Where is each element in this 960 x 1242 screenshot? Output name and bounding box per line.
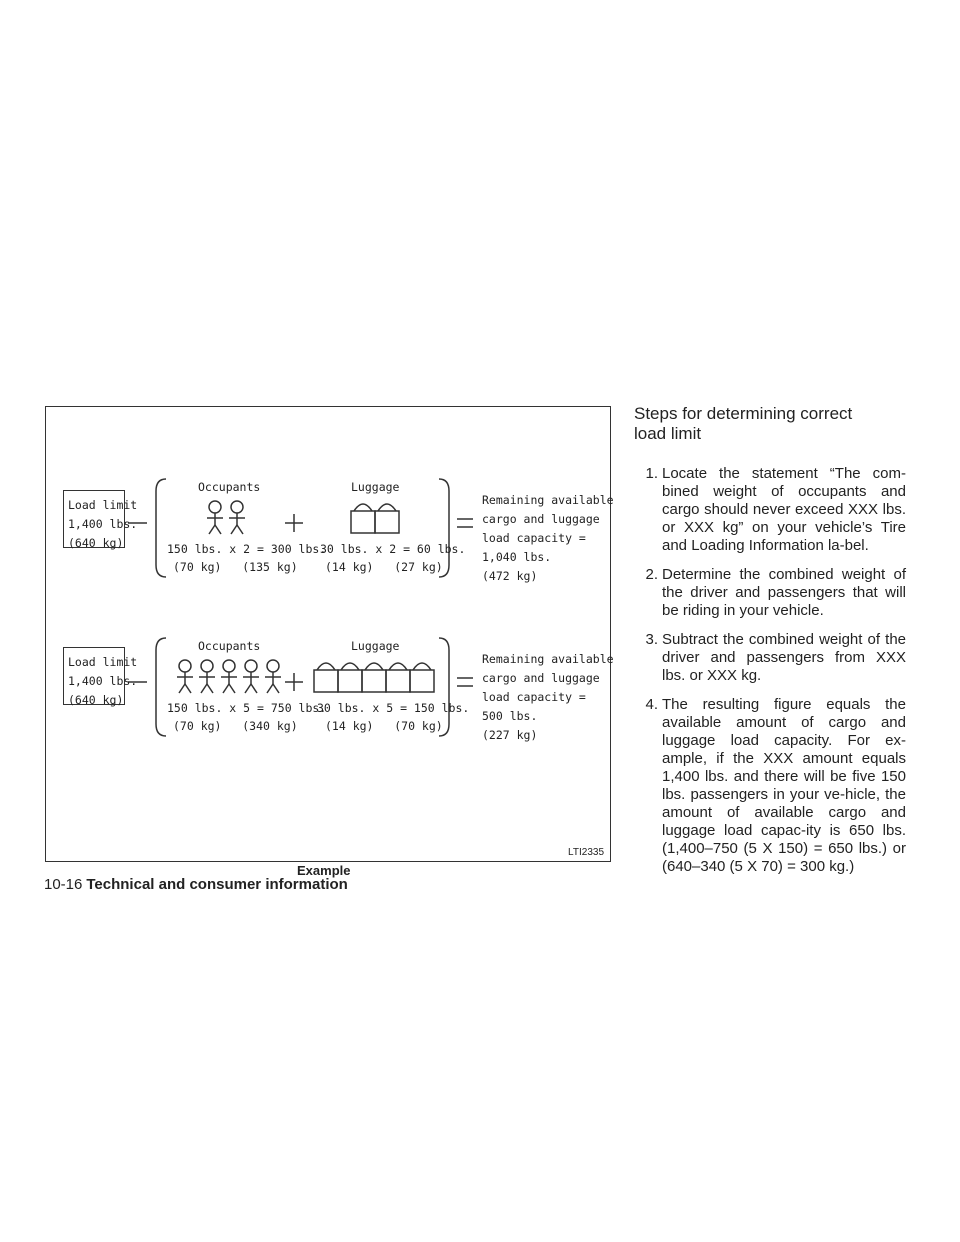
remaining-line: load capacity = (482, 531, 586, 545)
luggage-handle (365, 663, 383, 670)
person-leg (215, 525, 221, 534)
occupants-metric: (70 kg) (135 kg) (173, 560, 298, 574)
step-text: The resulting figure equals the available amount of cargo and luggage load capacity. For ex-ample, if the XXX amount equals 1,400 lbs. and there will be five 150 lbs. passengers in your ve-hicle, the amount of available cargo and luggage load capac-ity is 650 lbs. (1,400–750 (5 X 150) = 650 lbs.) or (640–340 (5 X 70) = 300 kg.) (662, 696, 906, 875)
person-leg (251, 684, 257, 693)
step-text: Subtract the combined weight of the driver and passengers from XXX lbs. or XXX kg. (662, 631, 906, 684)
luggage-icon (314, 663, 338, 692)
person-icon (221, 660, 237, 693)
remaining-capacity (482, 650, 614, 745)
person-head (201, 660, 213, 672)
person-head (245, 660, 257, 672)
luggage-title: Luggage (351, 480, 400, 494)
figure-code: LTI2335 (568, 847, 604, 858)
load-limit-lbs: 1,400 lbs. (68, 517, 138, 531)
luggage-title: Luggage (351, 639, 400, 653)
remaining-line: 1,040 lbs. (482, 550, 552, 564)
person-leg (209, 525, 215, 534)
person-leg (207, 684, 213, 693)
remaining-capacity (482, 491, 614, 586)
load-limit-lbs: 1,400 lbs. (68, 674, 138, 688)
person-head (267, 660, 279, 672)
luggage-body (410, 670, 434, 692)
heading-line: Steps for determining correct (634, 404, 853, 423)
figure-caption: Example (297, 863, 351, 878)
luggage-icon (410, 663, 434, 692)
occupants-title: Occupants (198, 480, 261, 494)
occupants-calc: 150 lbs. x 5 = 750 lbs. (167, 701, 327, 715)
step-item (634, 566, 906, 620)
step-item (634, 696, 906, 876)
luggage-handle (389, 663, 407, 670)
occupants-calc: 150 lbs. x 2 = 300 lbs. (167, 542, 327, 556)
luggage-body (375, 511, 399, 533)
person-leg (273, 684, 279, 693)
luggage-calc: 30 lbs. x 5 = 150 lbs. (317, 701, 470, 715)
step-number: 2. (645, 566, 658, 583)
left-bracket (156, 638, 166, 736)
person-head (179, 660, 191, 672)
load-limit-figure (45, 406, 614, 862)
remaining-line: cargo and luggage (482, 512, 600, 526)
person-icon (177, 660, 193, 693)
luggage-handle (341, 663, 359, 670)
person-leg (267, 684, 273, 693)
remaining-line: 500 lbs. (482, 709, 538, 723)
luggage-metric: (14 kg) (27 kg) (325, 560, 443, 574)
luggage-handle (378, 504, 396, 511)
luggage-icon (351, 504, 375, 533)
luggage-icon (362, 663, 386, 692)
step-text: Determine the combined weight of the driver and passengers that will be riding in your vehicle. (662, 566, 906, 619)
remaining-line: Remaining available (482, 652, 614, 666)
luggage-body (362, 670, 386, 692)
luggage-calc: 30 lbs. x 2 = 60 lbs. (320, 542, 466, 556)
luggage-icon (375, 504, 399, 533)
luggage-handle (317, 663, 335, 670)
luggage-metric: (14 kg) (70 kg) (325, 719, 443, 733)
luggage-body (351, 511, 375, 533)
remaining-line: (472 kg) (482, 569, 538, 583)
occupants-title: Occupants (198, 639, 261, 653)
heading-line: load limit (634, 424, 702, 443)
person-leg (229, 684, 235, 693)
luggage-body (314, 670, 338, 692)
load-limit-box (63, 647, 138, 707)
luggage-handle (413, 663, 431, 670)
section-title: Technical and consumer information (86, 876, 348, 893)
remaining-line: (227 kg) (482, 728, 538, 742)
step-text: Locate the statement “The com-bined weight of occupants and cargo should never exceed XXX lbs. or XXX kg” on your vehicle’s Tire and Loading Information la-bel. (662, 465, 906, 554)
page-footer (44, 876, 348, 893)
step-item (634, 631, 906, 685)
person-icon (207, 501, 223, 534)
step-number: 1. (645, 465, 658, 482)
person-icon (199, 660, 215, 693)
person-leg (237, 525, 243, 534)
step-number: 4. (645, 696, 658, 713)
step-item (634, 465, 906, 555)
load-limit-box (63, 490, 138, 550)
luggage-icon (338, 663, 362, 692)
luggage-body (338, 670, 362, 692)
luggage-handle (354, 504, 372, 511)
luggage-icon (386, 663, 410, 692)
step-number: 3. (645, 631, 658, 648)
person-leg (245, 684, 251, 693)
remaining-line: load capacity = (482, 690, 586, 704)
person-leg (201, 684, 207, 693)
steps-list (634, 465, 906, 887)
person-leg (179, 684, 185, 693)
person-head (231, 501, 243, 513)
person-leg (185, 684, 191, 693)
load-limit-kg: (640 kg) (68, 536, 124, 550)
person-head (209, 501, 221, 513)
person-head (223, 660, 235, 672)
person-icon (243, 660, 259, 693)
page-number: 10-16 (44, 876, 83, 893)
remaining-line: cargo and luggage (482, 671, 600, 685)
section-heading (634, 404, 934, 444)
person-leg (231, 525, 237, 534)
load-limit-label: Load limit (68, 655, 138, 669)
left-bracket (156, 479, 166, 577)
load-limit-label: Load limit (68, 498, 138, 512)
person-leg (223, 684, 229, 693)
person-icon (265, 660, 281, 693)
remaining-line: Remaining available (482, 493, 614, 507)
load-limit-kg: (640 kg) (68, 693, 124, 707)
person-icon (229, 501, 245, 534)
occupants-metric: (70 kg) (340 kg) (173, 719, 298, 733)
luggage-body (386, 670, 410, 692)
figure-drawing (46, 407, 612, 863)
